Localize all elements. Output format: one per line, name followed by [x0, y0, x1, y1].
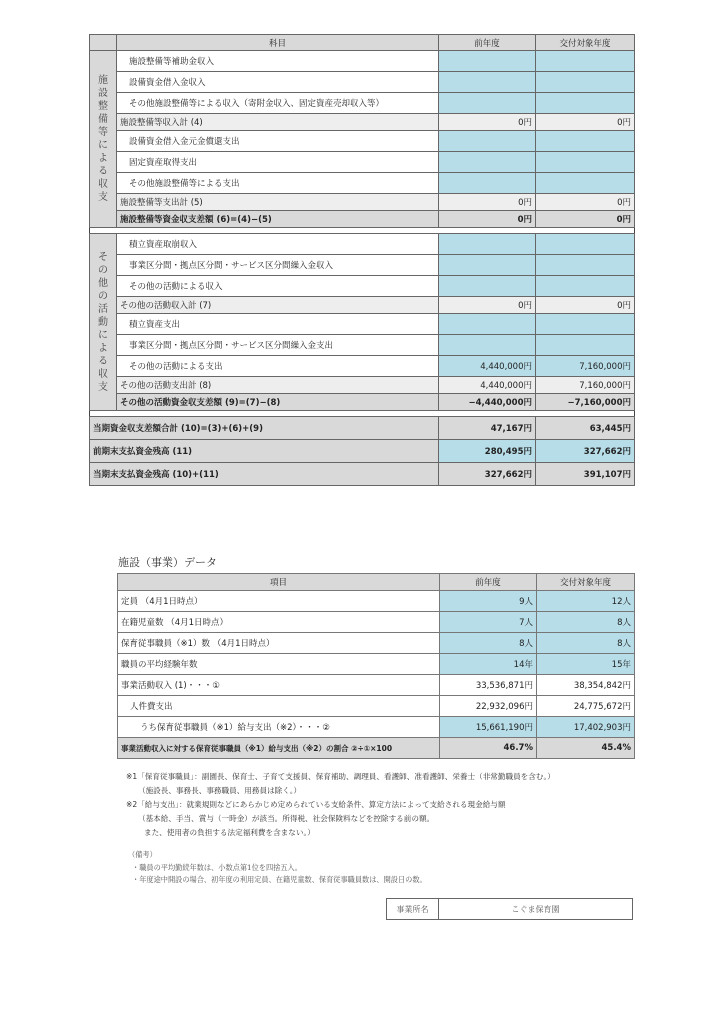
facility-data-table: [117, 573, 635, 759]
row-label: 施設整備等資金収支差額 (6)=(4)−(5): [117, 211, 439, 228]
table-row-facility: [90, 131, 635, 152]
table-row: [118, 717, 635, 738]
target-year-value[interactable]: 7,160,000円: [536, 356, 635, 377]
table-row-other: [90, 255, 635, 276]
prev-year-value: 327,662円: [439, 463, 536, 486]
table-row: [118, 654, 635, 675]
row-label: うち保育従事職員（※1）給与支出（※2）・・・②: [118, 717, 440, 738]
row-label: 積立資産支出: [117, 314, 439, 335]
total-label: 当期末支払資金残高 (10)+(11): [90, 463, 439, 486]
row-label: 事業区分間・拠点区分間・サービス区分間繰入金収入: [117, 255, 439, 276]
prev-year-value[interactable]: 8人: [440, 633, 537, 654]
row-label: 施設整備等支出計 (5): [117, 194, 439, 211]
table-row-other: [90, 297, 635, 314]
table-row-other: [90, 394, 635, 411]
prev-year-value[interactable]: [439, 93, 536, 114]
table-row-facility: [90, 194, 635, 211]
footnote-1-cont: （施設長、事務長、事務職員、用務員は除く。）: [138, 786, 302, 795]
row-label: 定員 （4月1日時点）: [118, 591, 440, 612]
target-year-value[interactable]: [536, 131, 635, 152]
prev-year-value[interactable]: 4,440,000円: [439, 356, 536, 377]
prev-year-value: 0円: [439, 194, 536, 211]
row-label: 職員の平均経験年数: [118, 654, 440, 675]
table-row-facility: [90, 211, 635, 228]
row-label: 事業区分間・拠点区分間・サービス区分間繰入金支出: [117, 335, 439, 356]
row-label: その他の活動による収入: [117, 276, 439, 297]
target-year-value[interactable]: 8人: [537, 633, 635, 654]
target-year-value[interactable]: [536, 234, 635, 255]
header-prev-year: 前年度: [439, 35, 536, 51]
target-year-value[interactable]: [536, 276, 635, 297]
facility-data-title: 施設（事業）データ: [118, 556, 217, 569]
target-year-value: 391,107円: [536, 463, 635, 486]
prev-year-value[interactable]: [439, 314, 536, 335]
footnote-2: ※2「給与支出」：就業規則などにあらかじめ定められている支給条件、算定方法によって支給される現金給与額: [126, 800, 506, 809]
table-row-facility: [90, 114, 635, 131]
table-row-other: [90, 314, 635, 335]
row-label: 固定資産取得支出: [117, 152, 439, 173]
table-row: [118, 591, 635, 612]
row-label: 事業活動収入 (1)・・・①: [118, 675, 440, 696]
prev-year-value: 0円: [439, 114, 536, 131]
office-label: 事業所名: [387, 899, 439, 920]
target-year-value: 7,160,000円: [536, 377, 635, 394]
target-year-value[interactable]: [536, 152, 635, 173]
remarks: [128, 849, 427, 887]
target-year-value[interactable]: 8人: [537, 612, 635, 633]
target-year-value[interactable]: 17,402,903円: [537, 717, 635, 738]
row-label: 施設整備等収入計 (4): [117, 114, 439, 131]
prev-year-value: 47,167円: [439, 417, 536, 440]
prev-year-value: 4,440,000円: [439, 377, 536, 394]
footnote-2-cont2: また、使用者の負担する法定福利費を含まない。）: [144, 828, 315, 837]
remark-item: ・年度途中開設の場合、初年度の利用定員、在籍児童数、保育従事職員数は、開設日の数。: [132, 875, 427, 884]
table-row-other: [90, 377, 635, 394]
prev-year-value: −4,440,000円: [439, 394, 536, 411]
prev-year-value: 33,536,871円: [440, 675, 537, 696]
target-year-value: −7,160,000円: [536, 394, 635, 411]
prev-year-value[interactable]: 15,661,190円: [440, 717, 537, 738]
prev-year-value: 0円: [439, 297, 536, 314]
header-prev-year: 前年度: [440, 574, 537, 591]
office-name-box: [386, 898, 633, 920]
table-row-other: [90, 234, 635, 255]
prev-year-value[interactable]: [439, 152, 536, 173]
prev-year-value[interactable]: [439, 255, 536, 276]
table-row-facility: [90, 72, 635, 93]
target-year-value: 0円: [536, 211, 635, 228]
row-label: その他の活動収入計 (7): [117, 297, 439, 314]
total-label: 当期資金収支差額合計 (10)=(3)+(6)+(9): [90, 417, 439, 440]
prev-year-value[interactable]: [439, 173, 536, 194]
header-row: [90, 35, 635, 51]
section-label-facility: [90, 51, 117, 228]
total-row: [90, 440, 635, 463]
target-year-value[interactable]: [536, 173, 635, 194]
target-year-value[interactable]: [536, 51, 635, 72]
section-label-text: 施設整備等による収支: [98, 75, 108, 203]
target-year-value: 0円: [536, 194, 635, 211]
total-label: 前期末支払資金残高 (11): [90, 440, 439, 463]
header-target-year: 交付対象年度: [536, 35, 635, 51]
row-label: 保育従事職員（※1）数 （4月1日時点）: [118, 633, 440, 654]
remarks-title: （備考）: [128, 850, 157, 859]
table-row-other: [90, 356, 635, 377]
target-year-value[interactable]: [536, 335, 635, 356]
table-row-facility: [90, 51, 635, 72]
target-year-value[interactable]: 327,662円: [536, 440, 635, 463]
table-row-facility: [90, 93, 635, 114]
prev-year-value[interactable]: 9人: [440, 591, 537, 612]
prev-year-value[interactable]: [439, 72, 536, 93]
row-label: その他の活動資金収支差額 (9)=(7)−(8): [117, 394, 439, 411]
target-year-value: 24,775,672円: [537, 696, 635, 717]
row-label: 積立資産取崩収入: [117, 234, 439, 255]
office-value[interactable]: こぐま保育園: [439, 899, 633, 920]
prev-year-value[interactable]: [439, 276, 536, 297]
total-row: [90, 463, 635, 486]
section-label-other: [90, 234, 117, 411]
target-year-value: 0円: [536, 297, 635, 314]
prev-year-value: 22,932,096円: [440, 696, 537, 717]
prev-year-value[interactable]: [439, 335, 536, 356]
table-row: [118, 675, 635, 696]
prev-year-value[interactable]: 7人: [440, 612, 537, 633]
cash-flow-table: [89, 34, 635, 486]
total-row: [90, 417, 635, 440]
prev-year-value: 0円: [439, 211, 536, 228]
prev-year-value[interactable]: [439, 51, 536, 72]
row-label: その他施設整備等による支出: [117, 173, 439, 194]
table-row: [118, 612, 635, 633]
target-year-value: 38,354,842円: [537, 675, 635, 696]
row-label: 設備資金借入金収入: [117, 72, 439, 93]
table-row: [118, 633, 635, 654]
table-row-other: [90, 276, 635, 297]
target-year-value: 0円: [536, 114, 635, 131]
footnotes: [126, 770, 555, 840]
target-year-value[interactable]: [536, 72, 635, 93]
row-label: その他の活動支出計 (8): [117, 377, 439, 394]
row-label: その他施設整備等による収入（寄附金収入、固定資産売却収入等）: [117, 93, 439, 114]
row-label: 在籍児童数 （4月1日時点）: [118, 612, 440, 633]
target-year-value[interactable]: [536, 93, 635, 114]
prev-year-value[interactable]: 14年: [440, 654, 537, 675]
header-row: [118, 574, 635, 591]
table-row: [118, 696, 635, 717]
target-year-value[interactable]: [536, 255, 635, 276]
table-row-facility: [90, 173, 635, 194]
prev-year-value[interactable]: 280,495円: [439, 440, 536, 463]
footnote-1: ※1「保育従事職員」：副園長、保育士、子育て支援員、保育補助、調理員、看護師、准看護師、栄養士（非常勤職員を含む。）: [126, 772, 555, 781]
prev-year-value[interactable]: [439, 131, 536, 152]
header-blank: [90, 35, 117, 51]
row-label: 人件費支出: [118, 696, 440, 717]
row-label: 設備資金借入金元金償還支出: [117, 131, 439, 152]
target-year-value[interactable]: 15年: [537, 654, 635, 675]
header-target-year: 交付対象年度: [537, 574, 635, 591]
row-label: 施設整備等補助金収入: [117, 51, 439, 72]
table-row-facility: [90, 152, 635, 173]
target-year-value[interactable]: [536, 314, 635, 335]
header-item: 項目: [118, 574, 440, 591]
prev-year-value[interactable]: [439, 234, 536, 255]
footnote-2-cont: （基本給、手当、賞与（一時金）が該当。所得税、社会保険料などを控除する前の額。: [138, 814, 435, 823]
target-year-value[interactable]: 12人: [537, 591, 635, 612]
ratio-label: 事業活動収入に対する保育従事職員（※1）給与支出（※2）の割合 ②÷①×100: [118, 738, 440, 759]
prev-year-ratio: 46.7%: [440, 738, 537, 759]
remark-item: ・職員の平均勤続年数は、小数点第1位を四捨五入。: [132, 862, 302, 872]
target-year-ratio: 45.4%: [537, 738, 635, 759]
ratio-row: [118, 738, 635, 759]
section-label-text: その他の活動による収支: [98, 251, 108, 393]
table-row-other: [90, 335, 635, 356]
header-item: 科目: [117, 35, 439, 51]
row-label: その他の活動による支出: [117, 356, 439, 377]
target-year-value: 63,445円: [536, 417, 635, 440]
